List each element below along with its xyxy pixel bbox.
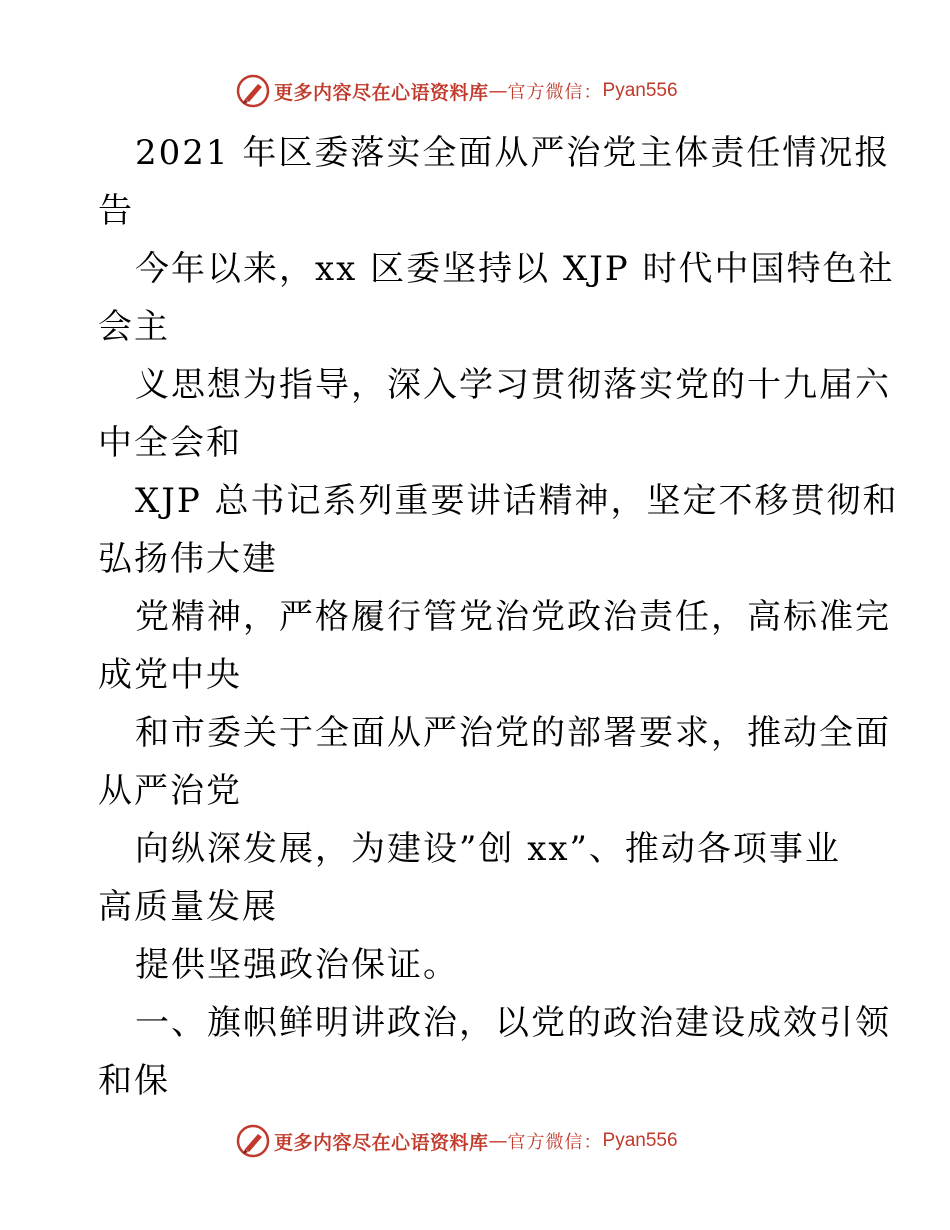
watermark-separator: — [488,1130,508,1152]
doc-line: 会主 [98,307,170,347]
doc-line: 和市委关于全面从严治党的部署要求，推动全面 [135,713,891,753]
doc-line: 向纵深发展，为建设”创 xx”、推动各项事业 [135,829,841,869]
doc-line: 弘扬伟大建 [98,539,278,579]
doc-title-line: 2021 年区委落实全面从严治党主体责任情况报 [135,133,891,173]
watermark-label: 官方微信： [507,82,603,103]
doc-line: 和保 [98,1061,170,1101]
watermark-wechat-id: Pyan556 [602,80,678,101]
watermark-brand: 更多内容尽在心语资料库 [274,1131,489,1154]
pen-logo-icon [236,74,270,108]
doc-line: 从严治党 [98,771,242,811]
pen-logo-icon [236,1124,270,1158]
doc-line: 成党中央 [98,655,242,695]
watermark-separator: — [488,80,508,102]
doc-line: 义思想为指导，深入学习贯彻落实党的十九届六 [135,365,891,405]
doc-line: 高质量发展 [98,887,278,927]
watermark-label: 官方微信： [507,1132,603,1153]
watermark-wechat-id: Pyan556 [602,1130,678,1151]
header-watermark [236,74,678,108]
footer-watermark [236,1124,678,1158]
doc-line: 党精神，严格履行管党治党政治责任，高标准完 [135,597,891,637]
doc-line: 今年以来，xx 区委坚持以 XJP 时代中国特色社 [135,249,895,289]
doc-line: 提供坚强政治保证。 [135,945,459,985]
doc-line: 告 [98,191,134,231]
doc-section-heading: 一、旗帜鲜明讲政治，以党的政治建设成效引领 [135,1003,891,1043]
doc-line: 中全会和 [98,423,242,463]
doc-line: XJP 总书记系列重要讲话精神，坚定不移贯彻和 [135,481,899,521]
document-body [98,124,899,1110]
watermark-brand: 更多内容尽在心语资料库 [274,81,489,104]
